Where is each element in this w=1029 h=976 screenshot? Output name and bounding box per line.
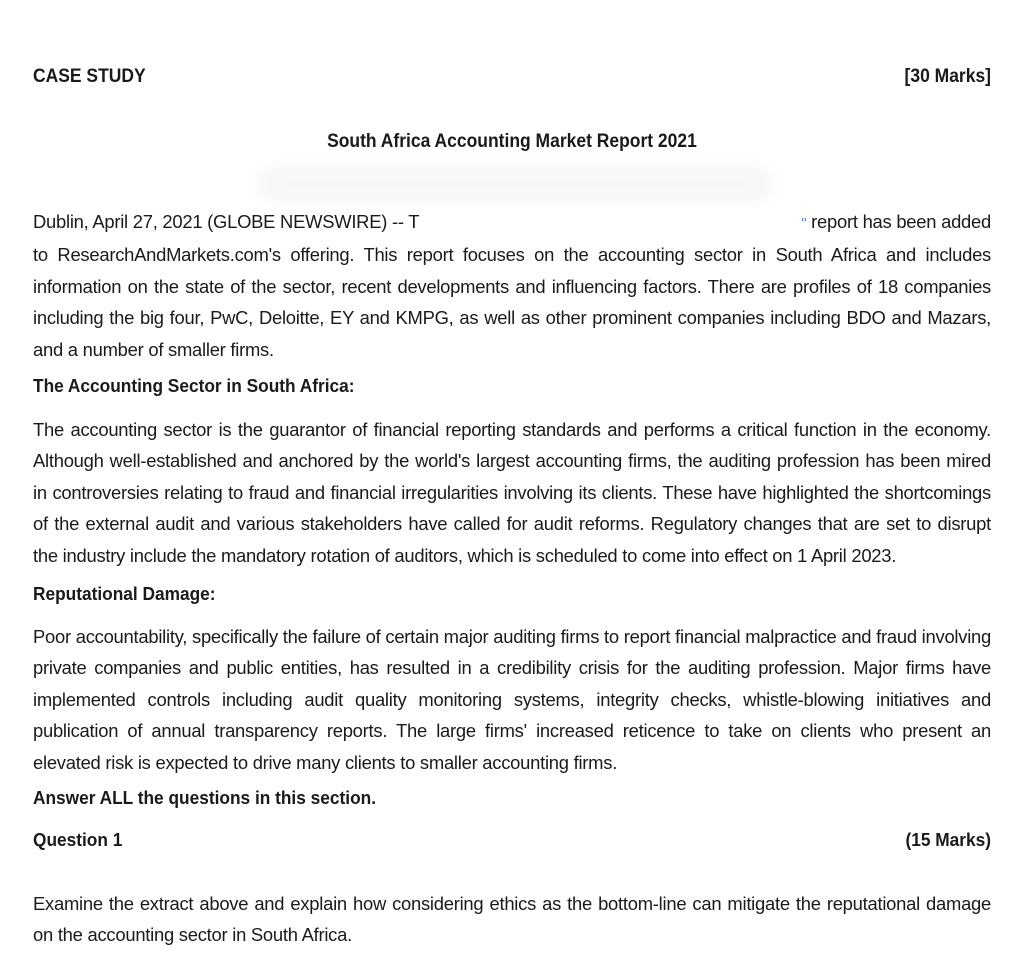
quote-mark-icon: ": [801, 215, 807, 232]
report-title: [33, 131, 991, 153]
intro-line-end-text: report has been added: [811, 211, 991, 232]
section-heading-accounting-sector: [33, 375, 379, 397]
redaction-blur: [258, 166, 773, 202]
question-1-header: [33, 829, 991, 851]
case-study-label: CASE STUDY: [33, 66, 146, 87]
document-page: [33, 0, 991, 976]
section-heading-reputational-damage: [33, 583, 229, 605]
intro-body: to ResearchAndMarkets.com's offering. This report focuses on the accounting sector in South Africa and includes information on the state of the sector, recent developments and influencing factors. There are profiles of 18 companies including the big four, PwC, Deloitte, EY and KMPG, as well as other prominent companies including BDO and Mazars, and a number of smaller firms.: [33, 244, 991, 360]
section1-body: The accounting sector is the guarantor of financial reporting standards and performs a critical function in the economy. Although well-established and anchored by the world's largest accounting firms, the auditing profession has been mired in controversies relating to fraud and financial irregularities involving its clients. These have highlighted the shortcomings of the external audit and various stakeholders have called for audit reforms. Regulatory changes that are set to disrupt the industry include the mandatory rotation of auditors, which is scheduled to come into effect on 1 April 2023.: [33, 419, 991, 566]
intro-paragraph: [33, 206, 991, 365]
report-title-text: South Africa Accounting Market Report 2021: [327, 131, 697, 152]
intro-first-line: [33, 206, 991, 239]
total-marks-label: [30 Marks]: [904, 66, 991, 87]
section1-heading-text: The Accounting Sector in South Africa:: [33, 375, 355, 396]
question-1-label: Question 1: [33, 829, 123, 850]
case-study-header: [33, 66, 991, 88]
redacted-region: [419, 206, 801, 239]
intro-line-end: [801, 206, 991, 239]
question-1-marks: (15 Marks): [905, 829, 991, 850]
section2-body: Poor accountability, specifically the failure of certain major auditing firms to report financial malpractice and fraud involving private companies and public entities, has resulted in a credibility crisis for the auditing profession. Major firms have implemented controls including audit quality monitoring systems, integrity checks, whistle-blowing initiatives and publication of annual transparency reports. The large firms' increased reticence to take on clients who present an elevated risk is expected to drive many clients to smaller accounting firms.: [33, 626, 991, 773]
intro-line-start: Dublin, April 27, 2021 (GLOBE NEWSWIRE) -- T: [33, 211, 420, 232]
instruction-label: Answer ALL the questions in this section.: [33, 787, 377, 808]
instruction-text: [33, 787, 402, 809]
question-1-body: Examine the extract above and explain how considering ethics as the bottom-line can mitigate the reputational damage on the accounting sector in South Africa.: [33, 893, 991, 946]
section2-heading-text: Reputational Damage:: [33, 583, 216, 604]
